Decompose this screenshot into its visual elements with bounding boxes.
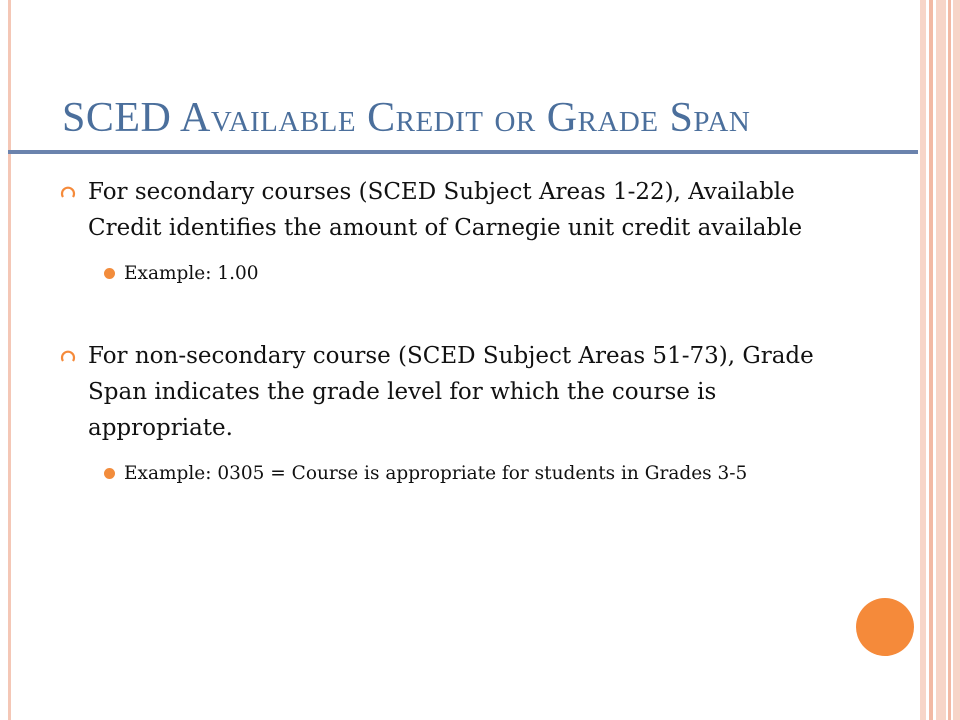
bullet-text: For non-secondary course (SCED Subject Areas 51-73), Grade Span indicates the grade level for which the course is appropriate.: [88, 343, 814, 441]
right-stripe-5: [953, 0, 960, 720]
right-stripe-1: [920, 0, 926, 720]
sub-bullet-text: Example: 0305 = Course is appropriate for students in Grades 3-5: [124, 463, 748, 484]
sub-bullet-dot-icon: [104, 268, 115, 279]
right-stripe-2: [929, 0, 933, 720]
right-stripe-3: [936, 0, 946, 720]
title-rule: [8, 150, 918, 154]
sub-bullet-example-grade-span: [60, 458, 820, 490]
slide-title: SCED Available Credit or Grade Span: [62, 95, 751, 141]
sub-bullet-example-credit: [60, 258, 820, 290]
right-stripe-4: [948, 0, 951, 720]
bullet-secondary-courses: [60, 174, 820, 246]
decorative-orange-circle: [856, 598, 914, 656]
sub-bullet-text: Example: 1.00: [124, 263, 259, 284]
bullet-arc-icon: [60, 349, 76, 365]
bullet-arc-icon: [60, 185, 76, 201]
bullet-text: For secondary courses (SCED Subject Areas 1-22), Available Credit identifies the amount of Carnegie unit credit available: [88, 179, 803, 241]
bullet-non-secondary-courses: [60, 338, 820, 446]
left-border: [8, 0, 11, 720]
sub-bullet-dot-icon: [104, 468, 115, 479]
slide-content: [60, 174, 820, 490]
